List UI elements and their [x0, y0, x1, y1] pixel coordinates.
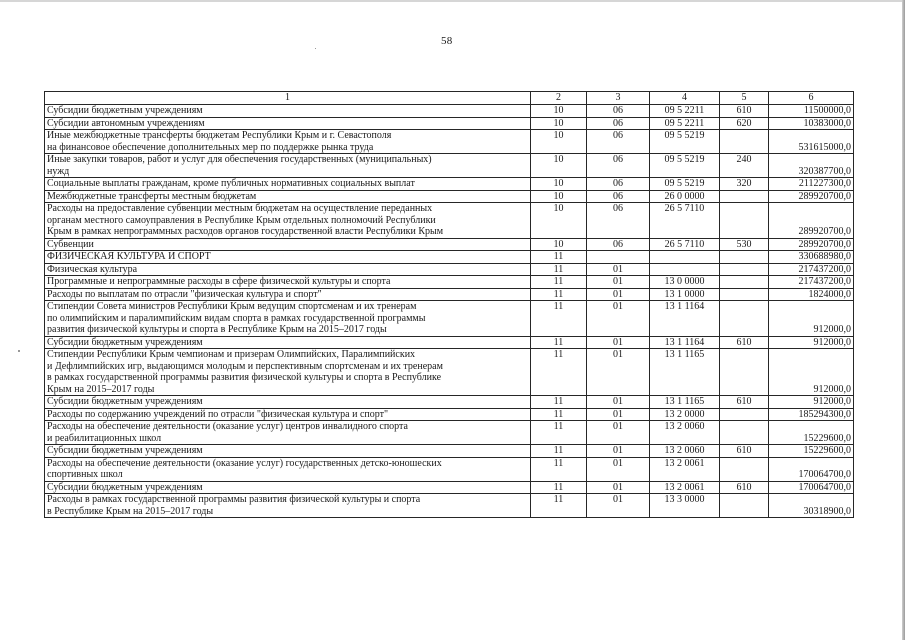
- subsection-code-cell: 01: [587, 457, 650, 481]
- expense-name-line: Расходы на обеспечение деятельности (оказание услуг) государственных детско-юношеских: [47, 457, 442, 469]
- table-row: [45, 238, 854, 251]
- amount-cell: 912000,0: [769, 349, 854, 396]
- scan-top-edge: [0, 0, 905, 2]
- section-code-cell: 11: [531, 301, 587, 337]
- expense-type-cell: [720, 251, 769, 264]
- column-number-2: 2: [531, 92, 587, 105]
- expense-name-cell: [45, 457, 531, 481]
- expense-name-cell: [45, 203, 531, 239]
- table-row: [45, 178, 854, 191]
- expense-name-line: Социальные выплаты гражданам, кроме публичных нормативных социальных выплат: [47, 178, 415, 189]
- target-article-cell: 13 1 1164: [650, 301, 720, 337]
- expense-name-line: и Дефлимпийских игр, выдающимся молодым и перспективным спортсменам и их тренерам: [47, 360, 443, 372]
- expense-name-line: и реабилитационных школ: [47, 432, 162, 444]
- expense-type-cell: [720, 349, 769, 396]
- table-row: [45, 457, 854, 481]
- section-code-cell: 10: [531, 130, 587, 154]
- amount-cell: 217437200,0: [769, 276, 854, 289]
- expense-name-line: Расходы по содержанию учреждений по отрасли "физическая культура и спорт": [47, 408, 389, 420]
- amount-cell: 211227300,0: [769, 178, 854, 191]
- page-number: 58: [441, 35, 453, 47]
- amount-cell: 289920700,0: [769, 190, 854, 203]
- expense-name-line: по олимпийским и паралимпийским видам спорта в рамках государственной программы: [47, 312, 426, 324]
- expense-name-cell: [45, 408, 531, 421]
- subsection-code-cell: 06: [587, 105, 650, 118]
- expense-type-cell: [720, 421, 769, 445]
- column-number-4: 4: [650, 92, 720, 105]
- table-row: [45, 421, 854, 445]
- subsection-code-cell: 01: [587, 421, 650, 445]
- section-code-cell: 11: [531, 396, 587, 409]
- column-number-6: 6: [769, 92, 854, 105]
- expense-name-line: Расходы на обеспечение деятельности (оказание услуг) центров инвалидного спорта: [47, 421, 408, 432]
- expense-name-line: спортивных школ: [47, 469, 123, 480]
- expense-name-line: ФИЗИЧЕСКАЯ КУЛЬТУРА И СПОРТ: [47, 251, 211, 262]
- subsection-code-cell: 06: [587, 203, 650, 239]
- amount-cell: 289920700,0: [769, 238, 854, 251]
- section-code-cell: 11: [531, 494, 587, 518]
- target-article-cell: 26 5 7110: [650, 203, 720, 239]
- expense-name-cell: [45, 190, 531, 203]
- column-numbers-row: [45, 92, 854, 105]
- expense-name-cell: [45, 178, 531, 191]
- target-article-cell: 26 0 0000: [650, 190, 720, 203]
- table-row: [45, 349, 854, 396]
- target-article-cell: [650, 251, 720, 264]
- target-article-cell: 13 3 0000: [650, 494, 720, 518]
- section-code-cell: 11: [531, 481, 587, 494]
- expense-name-line: Субсидии бюджетным учреждениям: [47, 481, 203, 493]
- expense-name-line: Иные закупки товаров, работ и услуг для обеспечения государственных (муниципальных): [47, 154, 432, 165]
- expense-name-line: Расходы в рамках государственной программы развития физической культуры и спорта: [47, 494, 421, 505]
- expense-name-line: Крым в рамках непрограммных расходов органов государственной власти Республики Крым: [47, 226, 444, 237]
- amount-cell: 330688980,0: [769, 251, 854, 264]
- amount-cell: 531615000,0: [769, 130, 854, 154]
- expense-name-line: в рамках государственной программы развития физической культуры и спорта в Республике: [47, 372, 442, 383]
- expense-name-cell: [45, 238, 531, 251]
- expense-type-cell: [720, 190, 769, 203]
- section-code-cell: 10: [531, 154, 587, 178]
- table-row: [45, 494, 854, 518]
- expense-name-cell: [45, 349, 531, 396]
- subsection-code-cell: 06: [587, 130, 650, 154]
- expense-name-cell: [45, 481, 531, 494]
- table-row: [45, 445, 854, 458]
- table-row: [45, 117, 854, 130]
- expense-type-cell: [720, 408, 769, 421]
- section-code-cell: 10: [531, 238, 587, 251]
- subsection-code-cell: 01: [587, 408, 650, 421]
- amount-cell: 289920700,0: [769, 203, 854, 239]
- amount-cell: 185294300,0: [769, 408, 854, 421]
- expense-name-cell: [45, 288, 531, 301]
- section-code-cell: 11: [531, 276, 587, 289]
- table-row: [45, 276, 854, 289]
- expense-type-cell: 610: [720, 445, 769, 458]
- amount-cell: 15229600,0: [769, 445, 854, 458]
- expense-type-cell: [720, 276, 769, 289]
- table-row: [45, 408, 854, 421]
- target-article-cell: 09 5 2211: [650, 105, 720, 118]
- subsection-code-cell: 01: [587, 276, 650, 289]
- scan-speck: [315, 48, 316, 49]
- expense-name-cell: [45, 336, 531, 349]
- table-row: [45, 301, 854, 337]
- section-code-cell: 10: [531, 190, 587, 203]
- expense-type-cell: 530: [720, 238, 769, 251]
- section-code-cell: 11: [531, 251, 587, 264]
- expense-type-cell: [720, 457, 769, 481]
- expense-type-cell: [720, 263, 769, 276]
- subsection-code-cell: 06: [587, 190, 650, 203]
- amount-cell: 30318900,0: [769, 494, 854, 518]
- expense-name-line: Расходы на предоставление субвенции местным бюджетам на осуществление переданных: [47, 203, 433, 214]
- column-number-5: 5: [720, 92, 769, 105]
- expense-name-line: Иные межбюджетные трансферты бюджетам Республики Крым и г. Севастополя: [47, 130, 392, 141]
- target-article-cell: 13 2 0061: [650, 481, 720, 494]
- target-article-cell: 13 1 1164: [650, 336, 720, 349]
- expense-name-line: органам местного самоуправления в Республике Крым отдельных полномочий Республики: [47, 214, 436, 226]
- target-article-cell: 13 2 0061: [650, 457, 720, 481]
- section-code-cell: 11: [531, 263, 587, 276]
- section-code-cell: 11: [531, 445, 587, 458]
- expense-name-cell: [45, 130, 531, 154]
- expense-name-line: Стипендии Совета министров Республики Крым ведущим спортсменам и их тренерам: [47, 301, 417, 312]
- subsection-code-cell: 06: [587, 238, 650, 251]
- table-row: [45, 396, 854, 409]
- expense-name-cell: [45, 494, 531, 518]
- table-row: [45, 263, 854, 276]
- amount-cell: 15229600,0: [769, 421, 854, 445]
- section-code-cell: 10: [531, 203, 587, 239]
- table-row: [45, 481, 854, 494]
- expense-name-cell: [45, 276, 531, 289]
- expense-name-line: Крым на 2015–2017 годы: [47, 383, 155, 395]
- target-article-cell: 13 1 0000: [650, 288, 720, 301]
- section-code-cell: 11: [531, 349, 587, 396]
- subsection-code-cell: 06: [587, 178, 650, 191]
- amount-cell: 912000,0: [769, 396, 854, 409]
- target-article-cell: 09 5 5219: [650, 154, 720, 178]
- expense-name-line: Субсидии бюджетным учреждениям: [47, 105, 203, 116]
- expense-name-cell: [45, 105, 531, 118]
- section-code-cell: 11: [531, 336, 587, 349]
- amount-cell: 170064700,0: [769, 481, 854, 494]
- amount-cell: 912000,0: [769, 336, 854, 349]
- amount-cell: 10383000,0: [769, 117, 854, 130]
- expense-type-cell: [720, 203, 769, 239]
- expense-type-cell: [720, 301, 769, 337]
- subsection-code-cell: 01: [587, 481, 650, 494]
- expense-type-cell: 610: [720, 396, 769, 409]
- budget-table: [44, 91, 854, 518]
- section-code-cell: 10: [531, 178, 587, 191]
- amount-cell: 170064700,0: [769, 457, 854, 481]
- table-row: [45, 203, 854, 239]
- target-article-cell: 13 2 0060: [650, 421, 720, 445]
- expense-name-line: Стипендии Республики Крым чемпионам и призерам Олимпийских, Паралимпийских: [47, 349, 416, 360]
- expense-type-cell: [720, 130, 769, 154]
- section-code-cell: 11: [531, 421, 587, 445]
- expense-name-line: Программные и непрограммные расходы в сфере физической культуры и спорта: [47, 276, 391, 287]
- expense-name-line: развития физической культуры и спорта в Республике Крым на 2015–2017 годы: [47, 324, 387, 335]
- target-article-cell: [650, 263, 720, 276]
- table-row: [45, 336, 854, 349]
- target-article-cell: 13 2 0000: [650, 408, 720, 421]
- expense-name-line: Расходы по выплатам по отрасли "физическая культура и спорт": [47, 288, 322, 300]
- expense-type-cell: [720, 494, 769, 518]
- amount-cell: 1824000,0: [769, 288, 854, 301]
- expense-name-line: Субсидии бюджетным учреждениям: [47, 445, 203, 456]
- section-code-cell: 10: [531, 117, 587, 130]
- expense-name-line: Межбюджетные трансферты местным бюджетам: [47, 190, 257, 202]
- amount-cell: 217437200,0: [769, 263, 854, 276]
- table-row: [45, 154, 854, 178]
- section-code-cell: 10: [531, 105, 587, 118]
- expense-name-cell: [45, 263, 531, 276]
- amount-cell: 912000,0: [769, 301, 854, 337]
- target-article-cell: 13 2 0060: [650, 445, 720, 458]
- target-article-cell: 09 5 5219: [650, 130, 720, 154]
- subsection-code-cell: 01: [587, 336, 650, 349]
- subsection-code-cell: [587, 251, 650, 264]
- section-code-cell: 11: [531, 457, 587, 481]
- table-row: [45, 105, 854, 118]
- target-article-cell: 13 1 1165: [650, 396, 720, 409]
- target-article-cell: 13 0 0000: [650, 276, 720, 289]
- expense-name-cell: [45, 396, 531, 409]
- subsection-code-cell: 01: [587, 301, 650, 337]
- target-article-cell: 13 1 1165: [650, 349, 720, 396]
- subsection-code-cell: 01: [587, 396, 650, 409]
- subsection-code-cell: 06: [587, 117, 650, 130]
- expense-name-line: Субсидии автономным учреждениям: [47, 117, 205, 129]
- expense-name-cell: [45, 154, 531, 178]
- scan-speck: [18, 350, 20, 352]
- expense-name-line: нужд: [47, 165, 70, 177]
- expense-type-cell: 320: [720, 178, 769, 191]
- target-article-cell: 09 5 2211: [650, 117, 720, 130]
- target-article-cell: 26 5 7110: [650, 238, 720, 251]
- expense-name-line: в Республике Крым на 2015–2017 годы: [47, 505, 214, 517]
- subsection-code-cell: 01: [587, 288, 650, 301]
- subsection-code-cell: 01: [587, 445, 650, 458]
- expense-name-line: на финансовое обеспечение дополнительных мер по поддержке рынка труда: [47, 141, 374, 153]
- expense-name-cell: [45, 117, 531, 130]
- expense-name-cell: [45, 301, 531, 337]
- table-row: [45, 190, 854, 203]
- expense-name-cell: [45, 251, 531, 264]
- subsection-code-cell: 01: [587, 263, 650, 276]
- amount-cell: 11500000,0: [769, 105, 854, 118]
- expense-type-cell: 610: [720, 105, 769, 118]
- target-article-cell: 09 5 5219: [650, 178, 720, 191]
- expense-type-cell: 620: [720, 117, 769, 130]
- table-row: [45, 288, 854, 301]
- section-code-cell: 11: [531, 288, 587, 301]
- table-row: [45, 130, 854, 154]
- subsection-code-cell: 01: [587, 494, 650, 518]
- expense-type-cell: 610: [720, 481, 769, 494]
- expense-type-cell: 240: [720, 154, 769, 178]
- subsection-code-cell: 06: [587, 154, 650, 178]
- expense-name-line: Субсидии бюджетным учреждениям: [47, 396, 203, 407]
- subsection-code-cell: 01: [587, 349, 650, 396]
- expense-name-line: Физическая культура: [47, 263, 138, 275]
- expense-name-cell: [45, 421, 531, 445]
- column-number-3: 3: [587, 92, 650, 105]
- expense-name-line: Субсидии бюджетным учреждениям: [47, 336, 203, 348]
- section-code-cell: 11: [531, 408, 587, 421]
- column-number-1: 1: [45, 92, 531, 105]
- expense-type-cell: 610: [720, 336, 769, 349]
- expense-type-cell: [720, 288, 769, 301]
- budget-table-body: [45, 92, 854, 518]
- expense-name-cell: [45, 445, 531, 458]
- expense-name-line: Субвенции: [47, 238, 94, 250]
- table-row: [45, 251, 854, 264]
- amount-cell: 320387700,0: [769, 154, 854, 178]
